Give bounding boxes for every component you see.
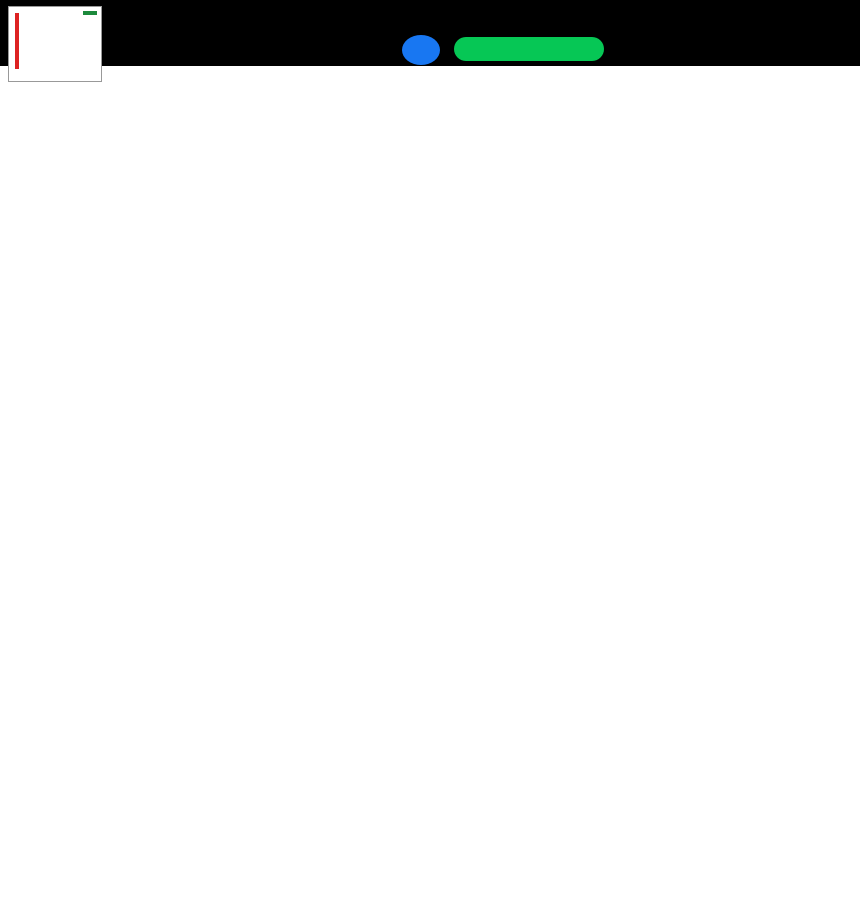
- logo-green-bar: [83, 11, 97, 15]
- logo-red-bar: [15, 13, 19, 69]
- facebook-icon[interactable]: [402, 35, 440, 65]
- header-bar: [0, 0, 860, 66]
- tf-logo: [8, 6, 102, 82]
- line-openchat-button[interactable]: [454, 37, 604, 61]
